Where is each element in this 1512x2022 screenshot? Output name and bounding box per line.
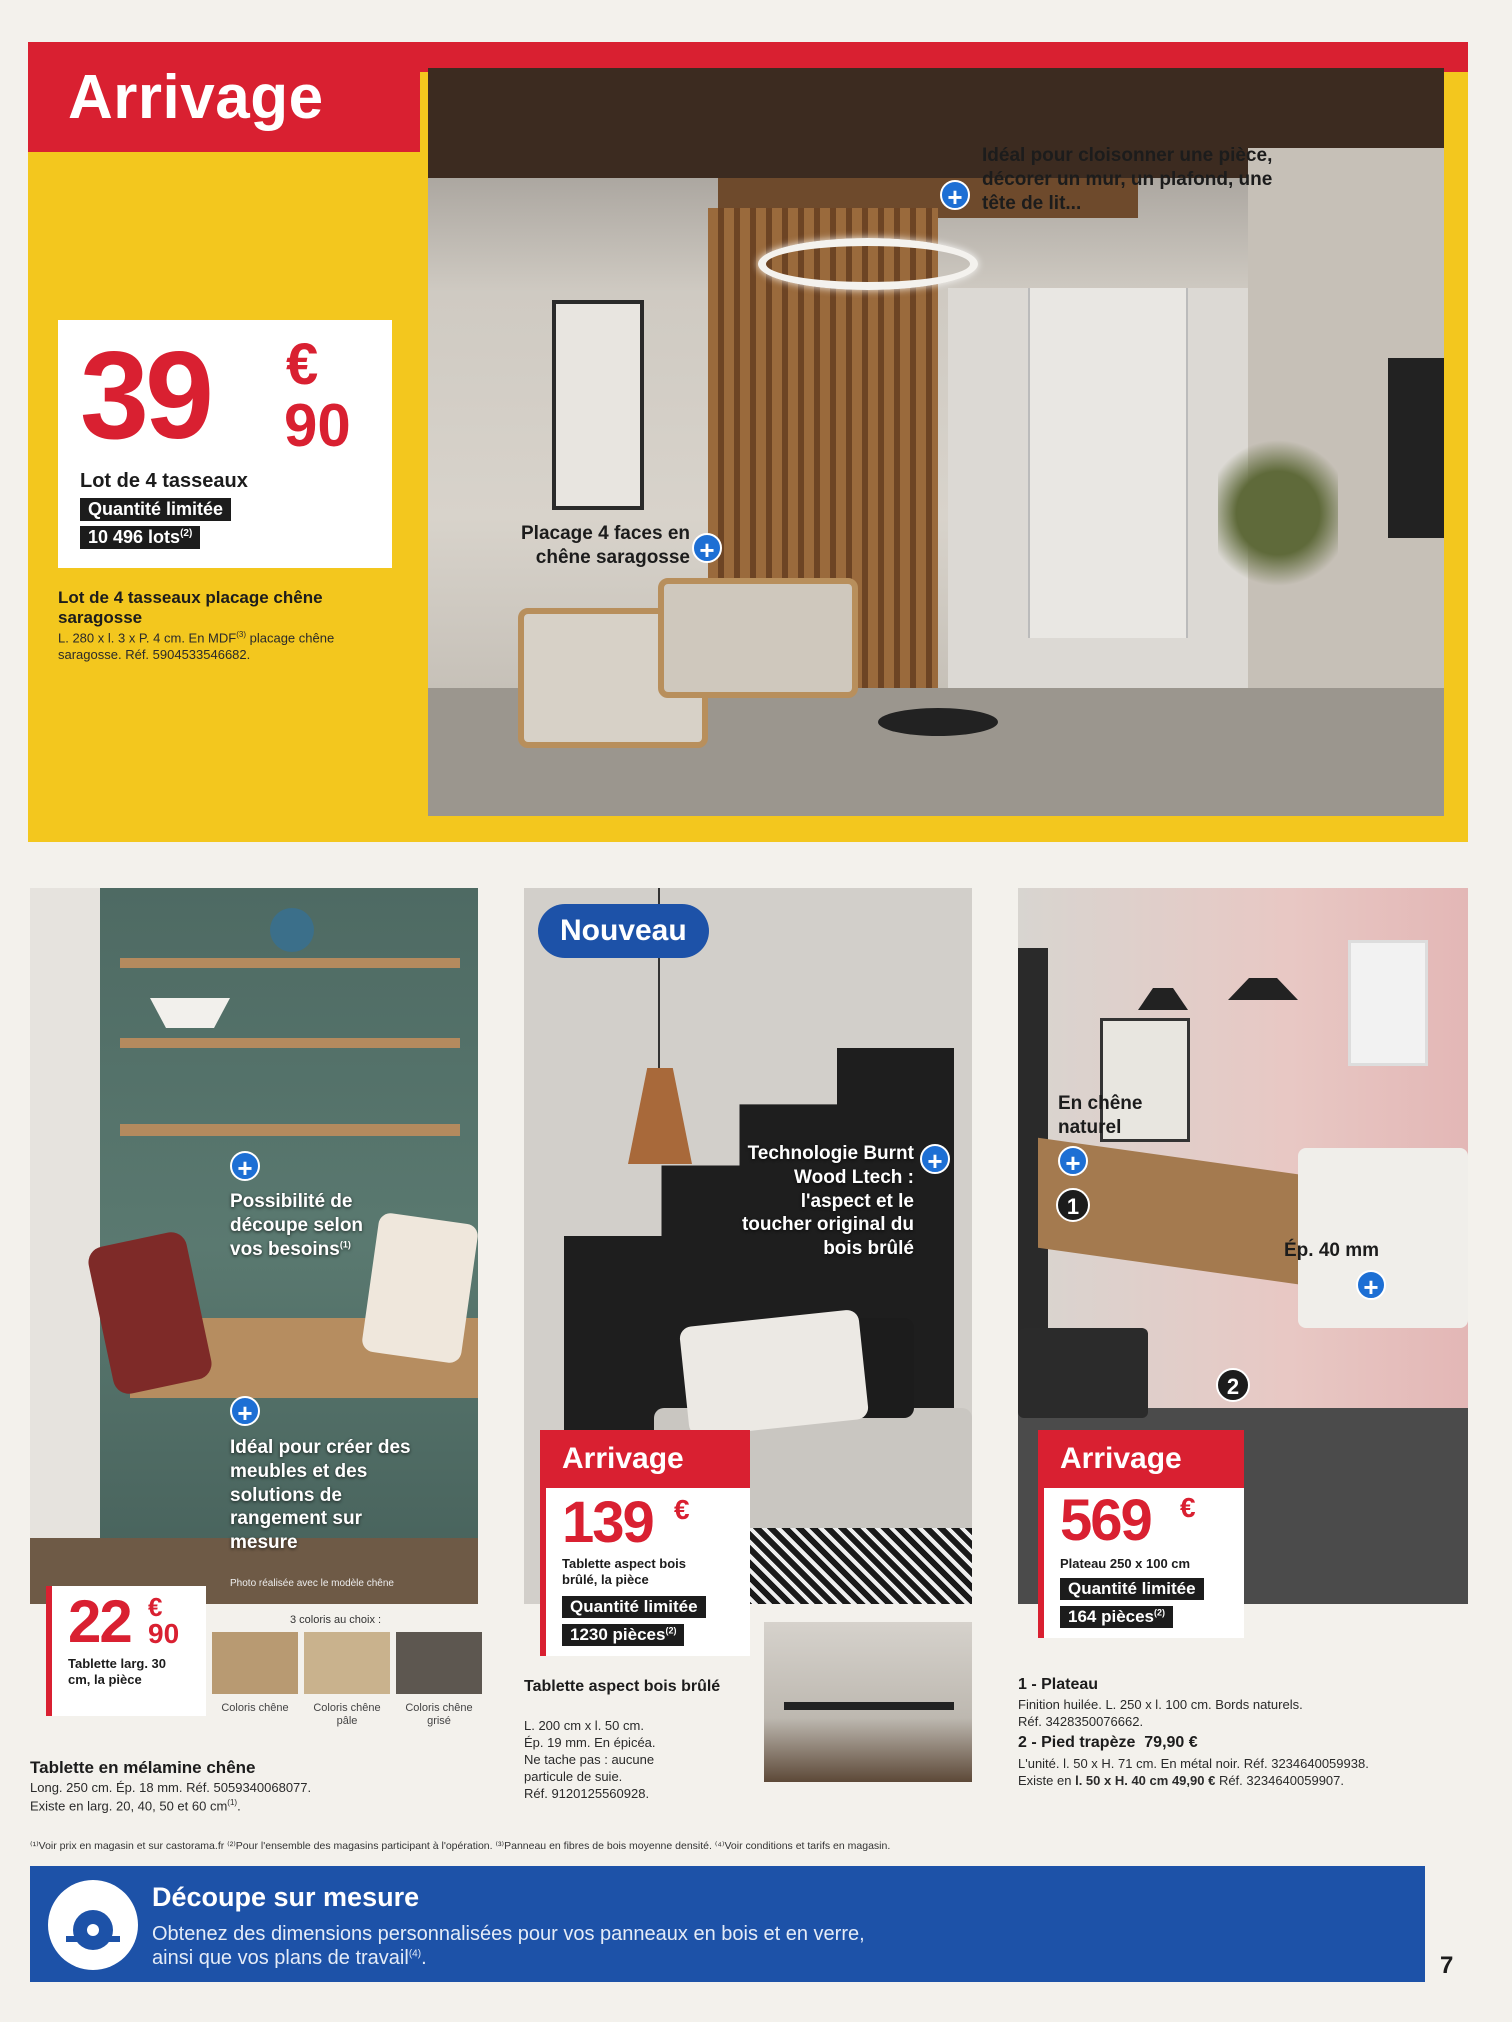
callout-decoupe-note: (1): [339, 1239, 351, 1250]
price-desc: Plateau 250 x 100 cm: [1060, 1556, 1191, 1571]
armchair-2: [658, 578, 858, 698]
hero-photo: [428, 68, 1444, 816]
plus-icon-1[interactable]: [940, 180, 970, 211]
footer-line-2-note: (4): [408, 1948, 422, 1960]
swatch-chene-pale[interactable]: [304, 1632, 390, 1694]
nouveau-badge: Nouveau: [538, 904, 709, 958]
red-cushion: [85, 1229, 214, 1397]
price-decimals: 90: [284, 392, 351, 459]
paper-boat: [150, 998, 230, 1028]
inset-shelf: [784, 1702, 954, 1710]
qty-value: 164 pièces: [1068, 1607, 1155, 1626]
qty-pill: [562, 1596, 706, 1618]
blanket: [744, 1528, 972, 1604]
qty-note: (2): [180, 528, 193, 539]
burnt-title: Tablette aspect bois brûlé: [524, 1678, 721, 1695]
hero-desc-note: (3): [236, 630, 246, 639]
wall-art: [1348, 940, 1428, 1066]
qty-label: Quantité limitée: [1060, 1578, 1204, 1600]
arrivage-tag: [28, 42, 420, 152]
shelf-desc-2: [30, 1798, 450, 1815]
pied-title-text: 2 - Pied trapèze: [1018, 1734, 1136, 1751]
plateau-desc-2: Réf. 3428350076662.: [1018, 1714, 1144, 1729]
qty-note: (2): [665, 1625, 677, 1636]
globe: [270, 908, 314, 952]
hero-desc-b: placage chêne saragosse. Réf. 5904533546682.: [58, 630, 335, 663]
qty-value: 1230 pièces: [570, 1625, 666, 1644]
price-currency: €: [148, 1592, 163, 1622]
colors-title: 3 coloris au choix :: [290, 1614, 382, 1626]
qty-pill: [1060, 1578, 1204, 1600]
pied-title: [1018, 1734, 1198, 1752]
burnt-desc-line: Ép. 19 mm. En épicéa.: [524, 1734, 656, 1750]
hero-product-desc: [58, 630, 368, 664]
burnt-price-card: [540, 1488, 750, 1656]
shelf-desc-2b: .: [237, 1798, 241, 1814]
shelf-board-2: [120, 1038, 460, 1048]
white-pillow: [679, 1309, 870, 1437]
callout-burnt-wood: Technologie Burnt Wood Ltech : l'aspect et le toucher original du bois brûlé: [741, 1143, 914, 1259]
plus-icon[interactable]: +: [920, 1144, 950, 1174]
footnotes: ⁽¹⁾Voir prix en magasin et sur castorama.fr ⁽²⁾Pour l'ensemble des magasins participant à l'opération. ⁽³⁾Panneau en fibres de bois moyenne densité. ⁽⁴⁾Voir conditions et tarifs en magasin.: [30, 1840, 891, 1852]
pied-desc-2a: Existe en: [1018, 1773, 1076, 1788]
arrivage-tag-3: Arrivage: [1038, 1430, 1244, 1488]
price-integer: 39: [80, 327, 210, 465]
plus-icon-2[interactable]: [692, 533, 722, 564]
hero-product-title: Lot de 4 tasseaux placage chêne saragosse: [58, 588, 323, 628]
qty-label: Quantité limitée: [562, 1596, 706, 1618]
number-1: 1: [1056, 1188, 1090, 1222]
swatch-chene-grise[interactable]: [396, 1632, 482, 1694]
qty-note: (2): [1154, 1607, 1166, 1618]
swatch-label-3: Coloris chêne grisé: [405, 1702, 473, 1728]
window-wall: [30, 888, 100, 1604]
pied-desc-2c: 49,90 €: [1171, 1773, 1216, 1788]
plus-icon-5[interactable]: [920, 1144, 950, 1175]
wall-frame: [552, 300, 644, 510]
price-value: 569: [1060, 1488, 1151, 1553]
callout-decoupe-text: Possibilité de découpe selon vos besoins: [230, 1191, 364, 1260]
shelf-board-1: [120, 958, 460, 968]
price-decimals: 90: [148, 1618, 180, 1649]
footer-line-2-text: ainsi que vos plans de travail: [152, 1947, 409, 1969]
wardrobe: [1028, 288, 1188, 638]
pendant-lamp-1: [1138, 988, 1188, 1010]
shelf-desc-note: (1): [227, 1798, 238, 1807]
swatch-label-2: Coloris chêne pâle: [313, 1702, 381, 1728]
plus-icon-4[interactable]: [230, 1396, 260, 1427]
qty-value-pill: [80, 526, 200, 549]
pendant-lamp: [628, 1068, 692, 1164]
burnt-desc: [524, 1718, 754, 1802]
callout-decoupe: [230, 1190, 400, 1261]
price-desc: Tablette aspect bois brûlé, la pièce: [562, 1556, 687, 1587]
price-currency: €: [1180, 1492, 1196, 1523]
pied-price: 79,90 €: [1144, 1734, 1198, 1751]
plateau-desc-1: Finition huilée. L. 250 x l. 100 cm. Bords naturels.: [1018, 1697, 1303, 1712]
price-currency: €: [674, 1494, 690, 1525]
pied-desc-2b: l. 50 x H. 40 cm: [1075, 1773, 1169, 1788]
price-integer: 22: [68, 1588, 131, 1655]
plus-icon-3[interactable]: [230, 1151, 260, 1182]
hero-price-card: [58, 320, 392, 568]
callout-placage: Placage 4 faces en chêne saragosse: [521, 523, 690, 568]
plus-icon[interactable]: +: [940, 180, 970, 210]
shelf-board-3: [120, 1124, 460, 1136]
lot-label: Lot de 4 tasseaux: [80, 470, 248, 492]
table-price-card: [1038, 1488, 1244, 1638]
chair: [1018, 1328, 1148, 1418]
shelf-desc-2a: Existe en larg. 20, 40, 50 et 60 cm: [30, 1798, 228, 1814]
pied-desc-2: [1018, 1773, 1458, 1790]
plus-icon[interactable]: +: [1058, 1146, 1088, 1176]
photo-note: Photo réalisée avec le modèle chêne: [230, 1578, 394, 1589]
qty-value-pill: [562, 1624, 684, 1646]
qty-value-pill: [1060, 1606, 1173, 1628]
arrivage-tag-2: Arrivage: [540, 1430, 750, 1488]
qty-value: 10 496 lots: [88, 527, 181, 547]
bench-seat: [1298, 1148, 1468, 1328]
plus-icon-7[interactable]: [1356, 1270, 1386, 1301]
pied-desc-2d: Réf. 3234640059907.: [1215, 1773, 1344, 1788]
swatch-row: [212, 1632, 482, 1694]
pied-desc-1: L'unité. l. 50 x H. 71 cm. En métal noir. Réf. 3234640059938.: [1018, 1756, 1369, 1771]
plus-icon[interactable]: +: [692, 533, 722, 563]
qty-label: Quantité limitée: [80, 498, 231, 521]
swatch-chene[interactable]: [212, 1632, 298, 1694]
arrivage-label: Arrivage: [68, 63, 324, 132]
qty-pill: [80, 498, 231, 521]
burnt-desc-line: Réf. 9120125560928.: [524, 1785, 650, 1801]
callout-ideal-meubles: Idéal pour créer des meubles et des solutions de rangement sur mesure: [230, 1437, 411, 1553]
plateau-title: 1 - Plateau: [1018, 1676, 1099, 1693]
price-desc: Tablette larg. 30 cm, la pièce: [68, 1656, 167, 1687]
shelf-title: Tablette en mélamine chêne: [30, 1758, 256, 1777]
hero-desc-a: L. 280 x l. 3 x P. 4 cm. En MDF: [58, 630, 237, 646]
footer-line-1: Obtenez des dimensions personnalisées pour vos panneaux en bois et en verre,: [152, 1923, 865, 1945]
plus-icon-6[interactable]: [1058, 1146, 1088, 1177]
burnt-inset-photo: [764, 1622, 972, 1782]
price-currency: €: [286, 332, 319, 397]
footer-title: Découpe sur mesure: [152, 1882, 420, 1912]
price-value: 139: [562, 1490, 653, 1555]
burnt-desc-line: particule de suie.: [524, 1768, 623, 1784]
page-number: 7: [1440, 1952, 1454, 1979]
burnt-desc-line: L. 200 cm x l. 50 cm.: [524, 1718, 644, 1733]
swatch-label-1: Coloris chêne: [221, 1702, 289, 1714]
side-table: [878, 708, 998, 736]
number-badge-2: [1216, 1368, 1250, 1402]
callout-chene-naturel: En chêne naturel: [1058, 1093, 1143, 1138]
plus-icon[interactable]: +: [230, 1396, 260, 1426]
shelf-desc: Long. 250 cm. Ép. 18 mm. Réf. 5059340068077.: [30, 1780, 312, 1795]
saw-icon: [48, 1880, 138, 1970]
saw-icon-svg: [48, 1880, 138, 1970]
plus-icon[interactable]: +: [1356, 1270, 1386, 1300]
number-badge-1: [1056, 1188, 1090, 1222]
plant: [1218, 428, 1338, 598]
tv: [1388, 358, 1444, 538]
callout-epaisseur: Ép. 40 mm: [1284, 1240, 1380, 1261]
number-2: 2: [1216, 1368, 1250, 1402]
footer-line-2-end: .: [421, 1947, 427, 1969]
pendant-lamp-2: [1228, 978, 1298, 1000]
footer-line-2: [152, 1946, 427, 1970]
ring-lamp: [758, 238, 978, 290]
callout-ideal-cloisonner: Idéal pour cloisonner une pièce, décorer un mur, un plafond, une tête de lit...: [982, 145, 1273, 214]
shelf-price-card: [46, 1586, 206, 1716]
burnt-desc-line: Ne tache pas : aucune: [524, 1751, 655, 1767]
plus-icon[interactable]: +: [230, 1151, 260, 1181]
